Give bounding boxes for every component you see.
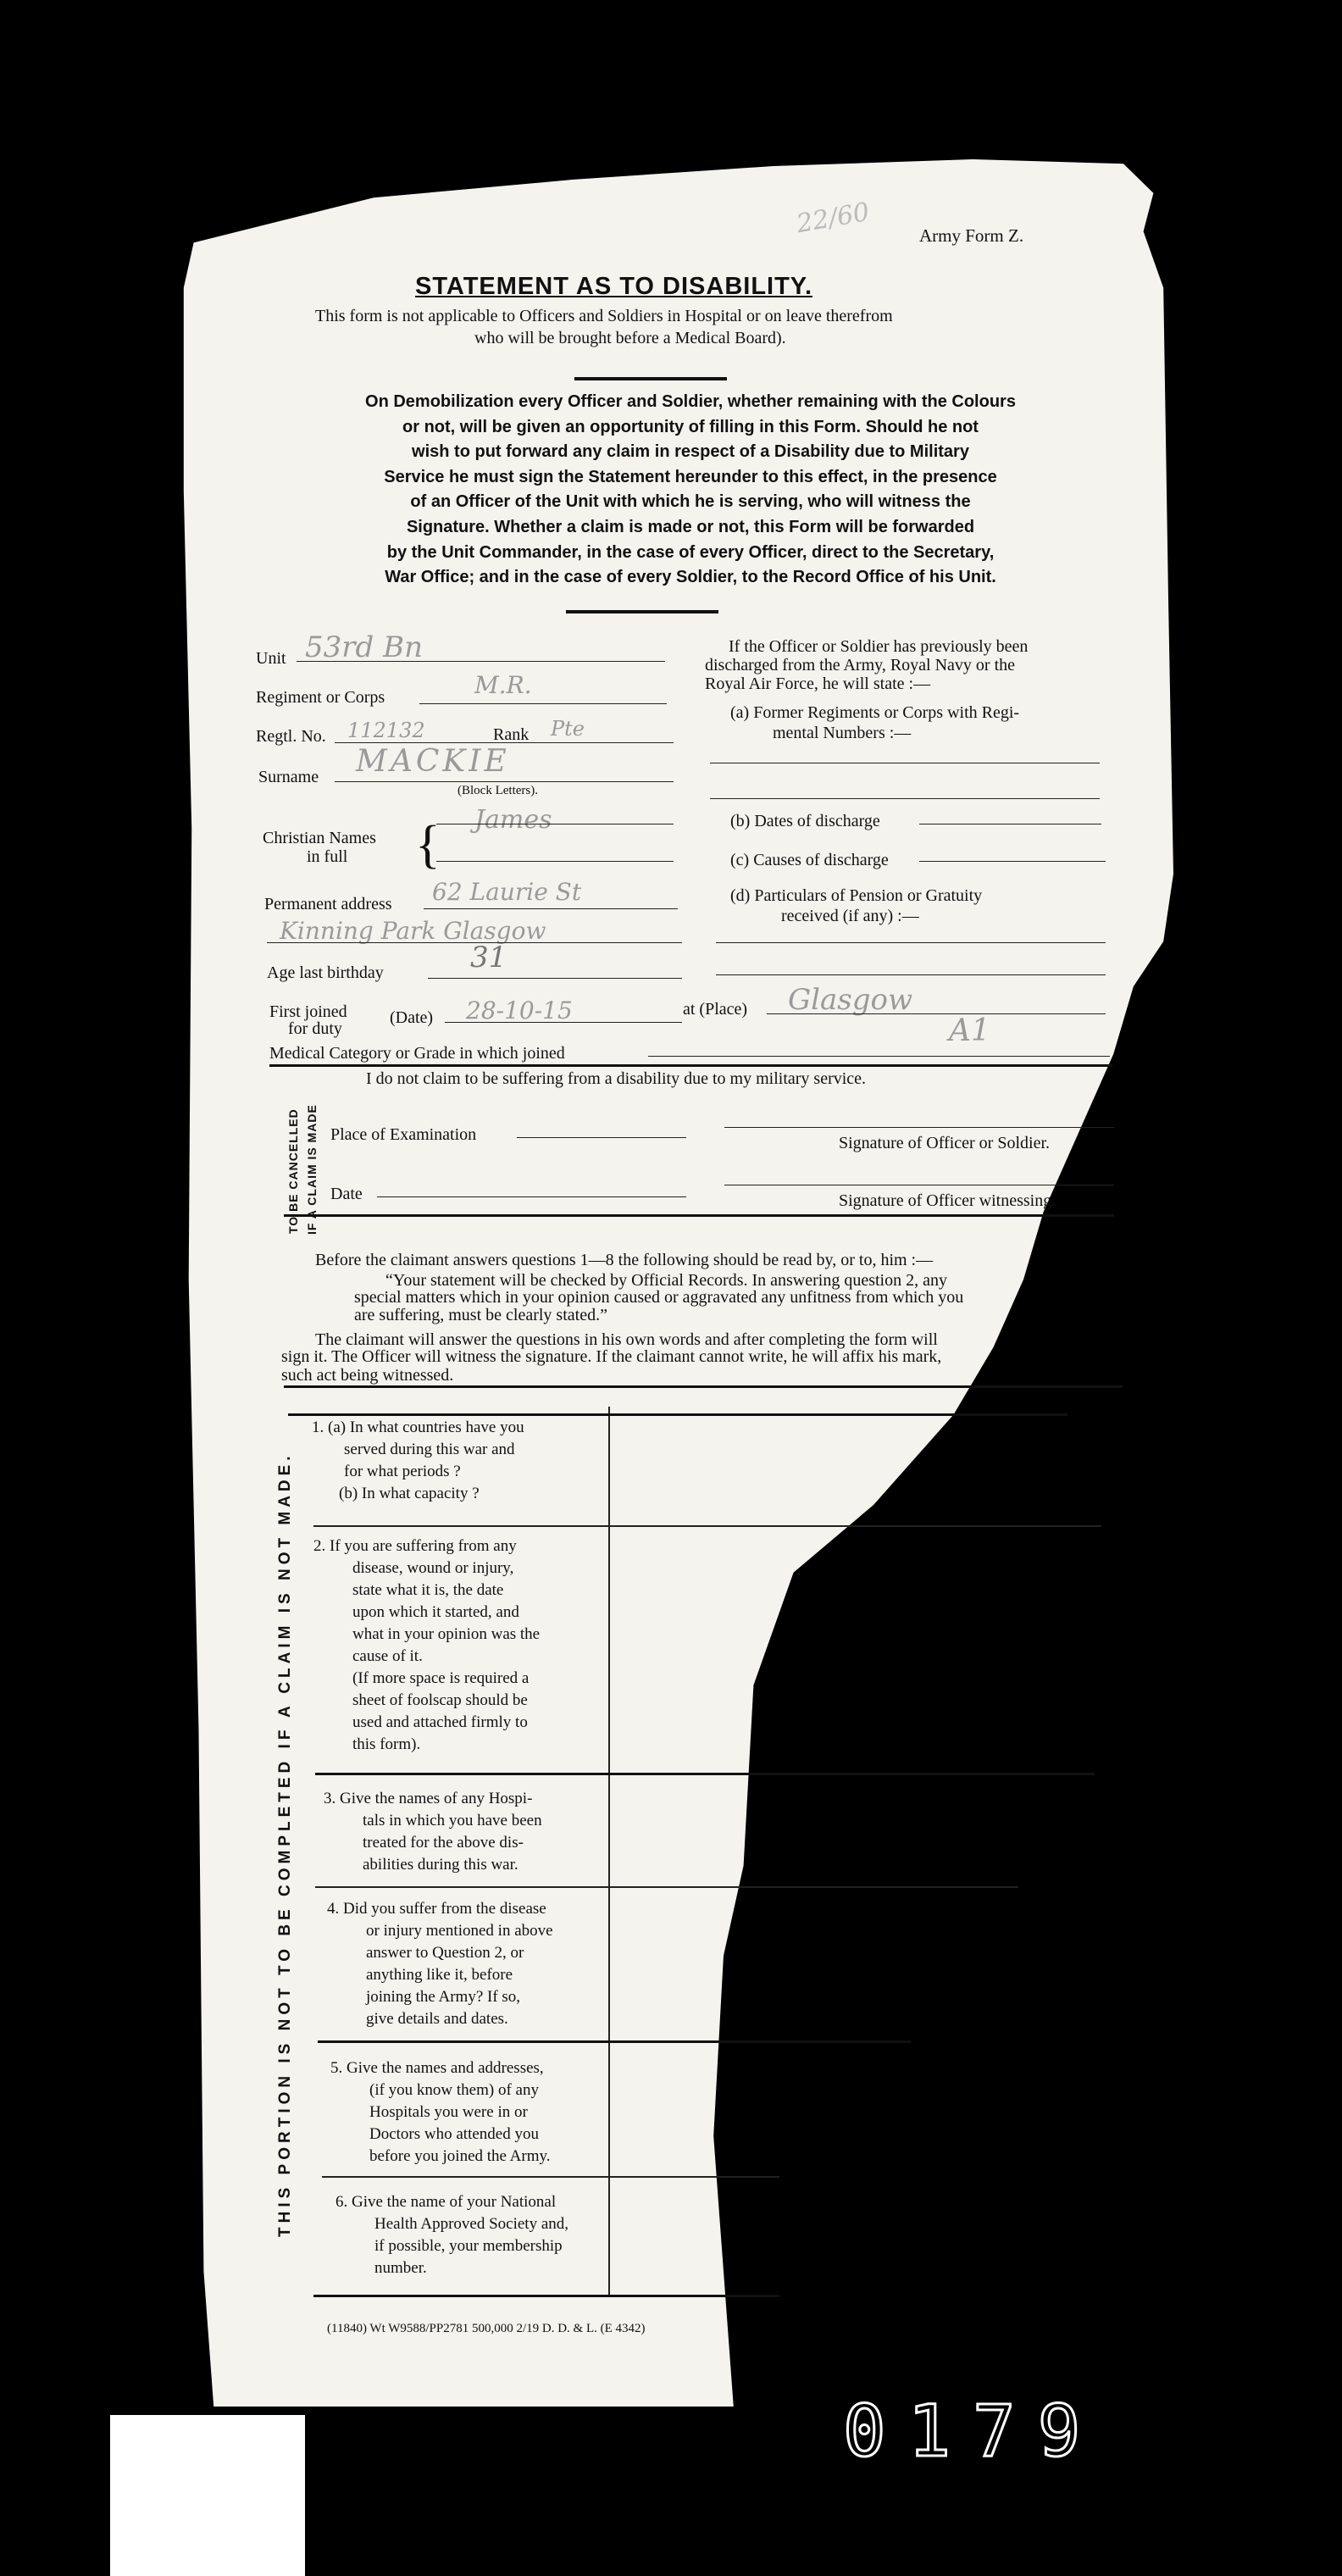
instructions-line-6: sign it. The Officer will witness the signature. If the claimant cannot write, he will affix his mark, [281,1347,942,1366]
question-line: Health Approved Society and, [374,2215,569,2233]
question-line: before you joined the Army. [369,2147,551,2165]
regtl-value[interactable]: 112132 [347,719,425,742]
question-line: 2. If you are suffering from any [313,1537,517,1555]
question-line: 4. Did you suffer from the disease [327,1900,546,1918]
discharge-dates-label: (b) Dates of discharge [730,812,880,830]
discharge-causes-line [919,861,1106,862]
question-line: (b) In what capacity ? [339,1485,480,1502]
preamble-line: of an Officer of the Unit with which he is serving, who will witness the [410,492,971,512]
regtl-label: Regtl. No. [256,727,326,746]
regiment-label: Regiment or Corps [256,688,385,707]
fields-divider [269,1064,1112,1067]
table-bottom-rule [313,2295,779,2297]
question-line: served during this war and [344,1441,515,1458]
question-line: this form). [352,1735,421,1753]
question-line: anything like it, before [366,1966,513,1984]
former-regiments-label-2: mental Numbers :— [773,724,912,742]
preamble-line: by the Unit Commander, in the case of every Officer, direct to the Secretary, [386,542,995,562]
preamble-line: or not, will be given an opportunity of filling in this Form. Should he not [402,417,979,436]
row-divider [318,2040,911,2043]
surname-line [335,781,674,782]
question-line: Hospitals you were in or [369,2103,528,2121]
question-line: Doctors who attended you [369,2125,539,2143]
question-line: 3. Give the names of any Hospi- [324,1790,533,1807]
pension-label: (d) Particulars of Pension or Gratuity [730,886,983,905]
form-title: STATEMENT AS TO DISABILITY. [415,273,812,300]
preamble [246,390,1135,591]
right-intro-3: Royal Air Force, he will state :— [705,675,931,693]
no-claim-side-1: TO BE CANCELLED [286,1108,300,1234]
medical-label: Medical Category or Grade in which joined [269,1044,565,1063]
subtitle-line-2: who will be brought before a Medical Board). [474,329,786,347]
question-2 [313,1535,602,1756]
former-regiments-line-2 [710,798,1100,799]
title-divider [574,377,727,380]
soldier-signature-label: Signature of Officer or Soldier. [839,1134,1051,1152]
question-line: joining the Army? If so, [366,1988,521,2006]
age-value[interactable]: 31 [470,941,507,974]
pension-label-2: received (if any) :— [781,907,919,925]
joined-label: First joined [269,1002,347,1021]
no-claim-statement: I do not claim to be suffering from a disability due to my military service. [366,1069,867,1088]
corner-note: 22/60 [794,197,872,240]
joined-date-line [445,1022,682,1023]
unit-line [297,661,665,662]
question-line: sheet of foolscap should be [352,1691,528,1709]
rank-value[interactable]: Pte [551,717,585,741]
preamble-line: Signature. Whether a claim is made or not, this Form will be forwarded [406,517,975,536]
instructions-line-4: are suffering, must be clearly stated.” [354,1306,607,1324]
question-line: cause of it. [352,1647,423,1665]
exam-place-line [517,1137,686,1138]
right-intro-2: discharged from the Army, Royal Navy or the [705,656,1016,675]
question-line: if possible, your membership [374,2237,563,2255]
block-letters-note: (Block Letters). [458,784,538,797]
frame-number: 0179 [843,2390,1103,2473]
question-4 [327,1898,615,2030]
medical-line [648,1056,1110,1057]
joined-place-value[interactable]: Glasgow [788,983,913,1017]
question-line: 1. (a) In what countries have you [312,1418,524,1436]
question-line: disease, wound or injury, [352,1559,514,1577]
form-footer: (11840) Wt W9588/PP2781 500,000 2/19 D. D. & L. (E 4342) [327,2322,646,2335]
joined-date-label: (Date) [390,1008,434,1027]
table-top-rule [288,1413,1068,1416]
instructions-line-7: such act being witnessed. [281,1366,454,1385]
rank-label: Rank [493,725,530,744]
christian-label: Christian Names [263,829,376,847]
age-line [428,978,682,979]
row-divider [315,1886,1018,1888]
former-regiments-label: (a) Former Regiments or Corps with Regi- [730,703,1020,722]
question-5 [330,2057,618,2168]
question-line: state what it is, the date [352,1581,504,1599]
unit-value[interactable]: 53rd Bn [305,630,423,664]
christian-value[interactable]: James [474,805,552,835]
right-intro-1: If the Officer or Soldier has previously been [729,637,1029,656]
subtitle-line-1: This form is not applicable to Officers and Soldiers in Hospital or on leave therefrom [315,307,893,325]
pension-line-2 [716,974,1106,975]
surname-value[interactable]: MACKIE [356,744,510,779]
claim-portion-sidebar-text: THIS PORTION IS NOT TO BE COMPLETED IF A CLAIM IS NOT MADE. [276,1452,294,2237]
question-line: upon which it started, and [352,1603,519,1621]
row-divider [315,1773,1095,1775]
question-3 [324,1788,612,1876]
address-line-1 [424,908,678,909]
christian-label-2: in full [307,847,348,866]
question-line: abilities during this war. [363,1856,518,1874]
address-value-2[interactable]: Kinning Park Glasgow [280,917,546,945]
christian-brace: { [415,816,441,874]
instructions-line-3: special matters which in your opinion caused or aggravated any unfitness from which you [354,1288,964,1307]
unit-label: Unit [256,649,286,668]
christian-line-2 [436,861,674,862]
question-line: answer to Question 2, or [366,1944,524,1962]
no-claim-side-label [286,1098,300,1234]
soldier-signature-line[interactable] [724,1127,1114,1128]
question-line: used and attached firmly to [352,1713,528,1731]
preamble-line: Service he must sign the Statement hereunder to this effect, in the presence [384,467,997,486]
address-value-1[interactable]: 62 Laurie St [432,878,582,906]
row-divider [313,1525,1101,1527]
question-1 [312,1417,600,1505]
witness-signature-label: Signature of Officer witnessing. [839,1191,1056,1210]
surname-label: Surname [258,768,319,786]
joined-label-2: for duty [288,1019,342,1038]
question-line: for what periods ? [344,1463,461,1480]
row-divider [322,2176,779,2178]
film-label-box [110,2415,305,2576]
exam-place-label: Place of Examination [330,1125,477,1144]
regiment-value[interactable]: M.R. [474,671,532,699]
exam-date-label: Date [330,1185,363,1203]
instructions-divider [284,1385,1123,1388]
question-line: or injury mentioned in above [366,1922,553,1940]
claim-portion-sidebar [276,1452,295,2237]
question-line: give details and dates. [366,2010,508,2028]
pension-line-1 [716,942,1106,943]
regtl-line [335,742,674,743]
preamble-divider [566,610,718,613]
no-claim-side-2: IF A CLAIM IS MADE [305,1104,319,1235]
army-form-label: Army Form Z. [919,225,1024,246]
no-claim-divider [284,1214,1114,1217]
question-line: 6. Give the name of your National [336,2193,557,2211]
preamble-line: On Demobilization every Officer and Soldier, whether remaining with the Colours [365,392,1016,411]
question-line: what in your opinion was the [352,1625,541,1643]
discharge-causes-label: (c) Causes of discharge [730,851,889,869]
instructions-line-5: The claimant will answer the questions in his own words and after completing the form will [315,1330,938,1349]
question-line: treated for the above dis- [363,1834,524,1852]
joined-place-line [767,1013,1106,1014]
preamble-line: wish to put forward any claim in respect of a Disability due to Military [412,442,969,462]
joined-place-label: at (Place) [683,1000,748,1019]
preamble-line: War Office; and in the case of every Soldier, to the Record Office of his Unit. [385,568,996,587]
question-line: tals in which you have been [363,1812,542,1829]
question-line: (if you know them) of any [369,2081,539,2099]
regiment-line [419,703,667,704]
joined-date-value[interactable]: 28-10-15 [466,997,573,1024]
address-label: Permanent address [264,895,392,913]
instructions-line-1: Before the claimant answers questions 1—8 the following should be read by, or to, him :— [315,1251,934,1269]
question-line: (If more space is required a [352,1669,530,1687]
question-6 [336,2191,624,2279]
medical-value[interactable]: A1 [949,1013,990,1048]
exam-date-line [377,1196,686,1197]
question-line: 5. Give the names and addresses, [330,2059,544,2077]
question-line: number. [374,2259,427,2277]
instructions-line-2: “Your statement will be checked by Official Records. In answering question 2, any [385,1271,947,1290]
age-label: Age last birthday [267,963,384,982]
